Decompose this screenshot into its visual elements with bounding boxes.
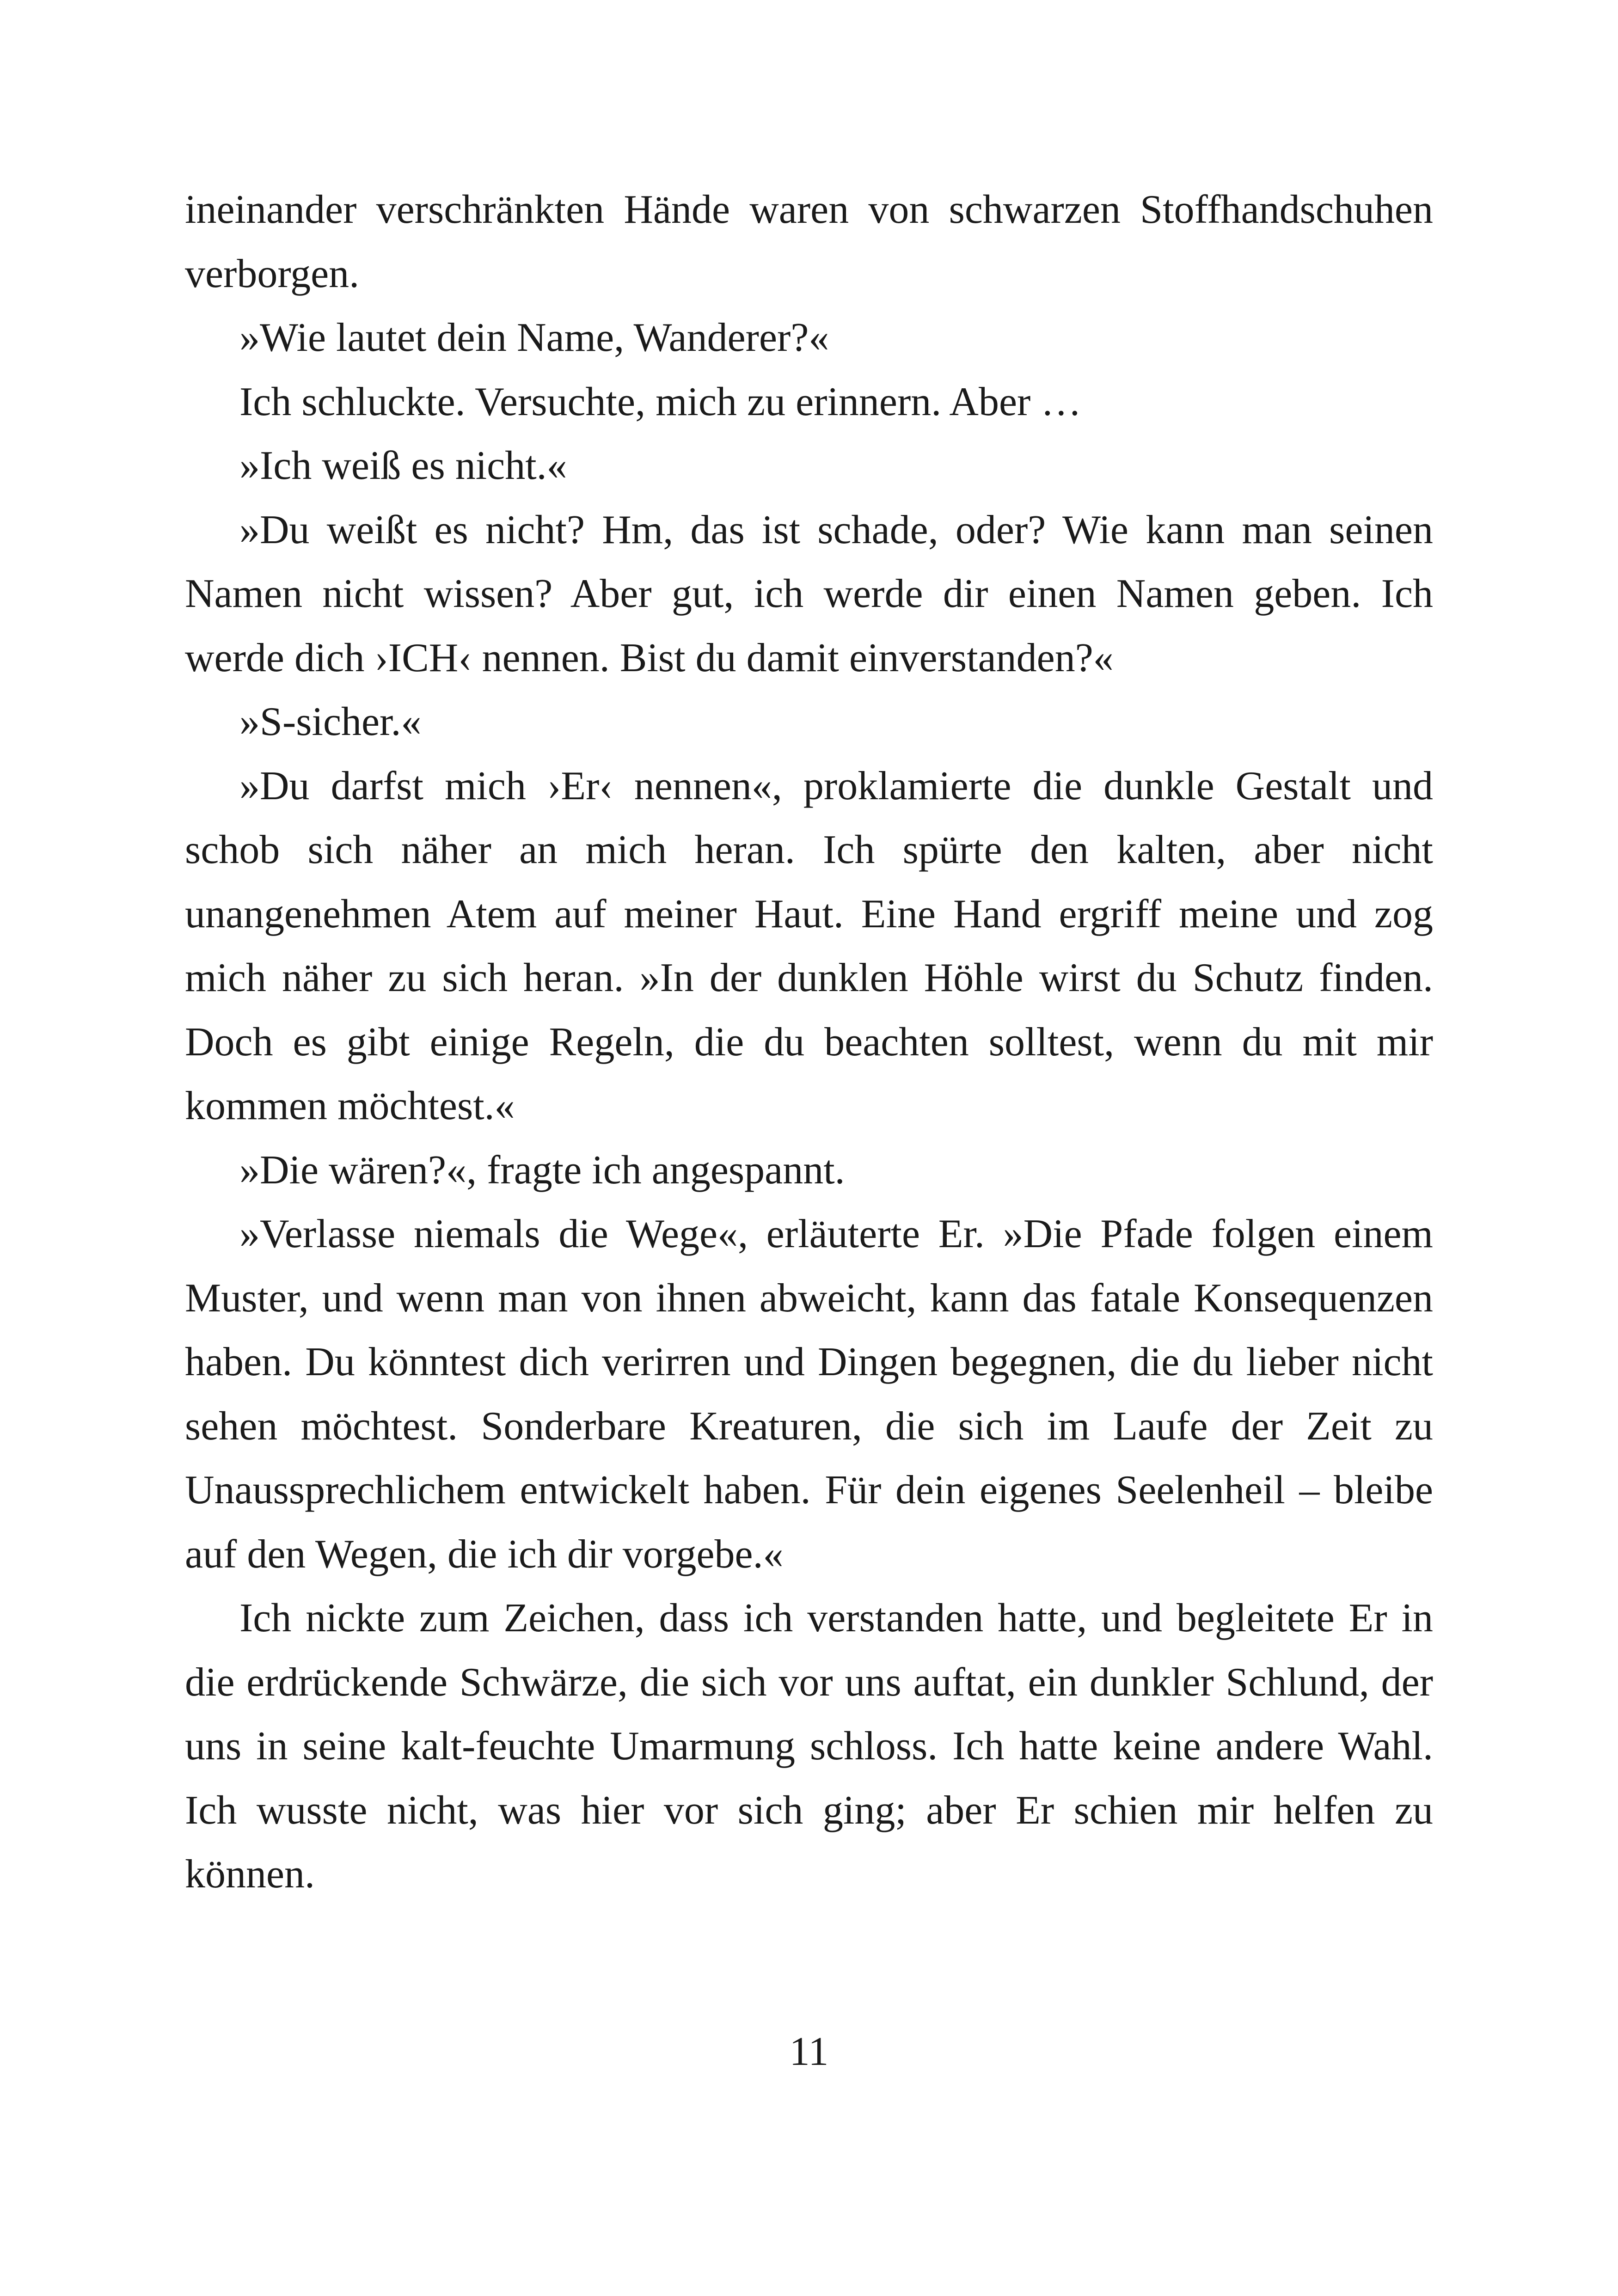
- paragraph-swallowed: Ich schluckte. Versuchte, mich zu erinnern. Aber …: [239, 379, 1082, 424]
- paragraph-rules: »Verlasse niemals die Wege«, erläuterte Er. »Die Pfade folgen einem Muster, und wenn man von ihnen abweicht, kann das fatale Konsequenzen haben. Du könntest dich verirren und Dingen begegnen, die du lieber nicht sehen möchtest. Sonderbare Kreaturen, die sich im Laufe der Zeit zu Unaussprechlichem entwickelt haben. Für dein eigenes Seelenheil – bleibe auf den Wegen, die ich dir vorgebe.«: [185, 1212, 1433, 1577]
- paragraph-dont-know: »Ich weiß es nicht.«: [239, 443, 567, 488]
- paragraph-continuation: ineinander verschränkten Hände waren von schwarzen Stoffhandschuhen verborgen.: [185, 187, 1433, 296]
- paragraph-die-waeren: »Die wären?«, fragte ich angespannt.: [239, 1147, 845, 1193]
- paragraph-er-proclaimed: »Du darfst mich ›Er‹ nennen«, proklamierte die dunkle Gestalt und schob sich näher an mich heran. Ich spürte den kalten, aber nicht unangenehmen Atem auf meiner Haut. Eine Hand ergriff meine und zog mich näher zu sich heran. »In der dunklen Höhle wirst du Schutz finden. Doch es gibt einige Regeln, die du beachten solltest, wenn du mit mir kommen möchtest.«: [185, 763, 1433, 1128]
- paragraph-s-sicher: »S-sicher.«: [239, 699, 422, 744]
- paragraph-dialogue-name-question: »Wie lautet dein Name, Wanderer?«: [239, 315, 829, 360]
- paragraph-nodded: Ich nickte zum Zeichen, dass ich verstanden hatte, und begleitete Er in die erdrückende Schwärze, die sich vor uns auftat, ein dunkler Schlund, der uns in seine kalt-feuchte Umarmung schloss. Ich hatte keine andere Wahl. Ich wusste nicht, was hier vor sich ging; aber Er schien mir helfen zu können.: [185, 1596, 1433, 1897]
- paragraph-naming: »Du weißt es nicht? Hm, das ist schade, oder? Wie kann man seinen Namen nicht wissen? Aber gut, ich werde dir einen Namen geben. Ich werde dich ›ICH‹ nennen. Bist du damit einverstanden?«: [185, 507, 1433, 680]
- page-number: 11: [789, 2029, 829, 2074]
- body-text: [185, 178, 1433, 1907]
